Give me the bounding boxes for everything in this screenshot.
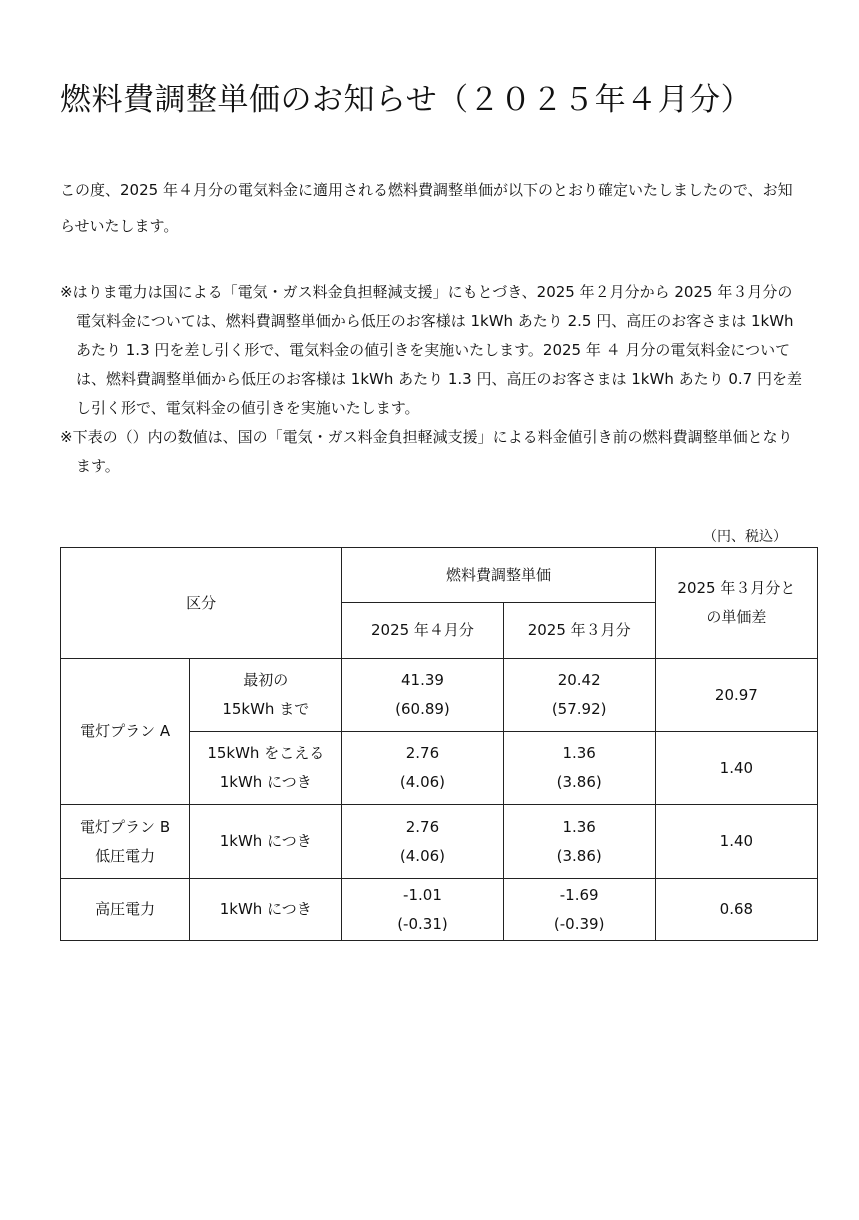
band-line1: 15kWh をこえる bbox=[207, 744, 325, 762]
april-before-discount: (-0.31) bbox=[397, 914, 448, 933]
april-value: 41.39 bbox=[400, 671, 444, 689]
note-discount-support: ※はりま電力は国による「電気・ガス料金負担軽減支援」にもとづき、2025 年２月分から 2025 年３月分の電気料金については、燃料費調整単価から低圧のお客様は 1kWh あたり 2.5 円、高圧のお客さまは 1kWh あたり 1.3 円を差し引く形で、電気料金の値引きを実施いたします。2025 年 ４ 月分の電気料金については、燃料費調整単価から低圧のお客様は 1kWh あたり 1.3 円、高圧のお客さまは 1kWh あたり 0.7 円を差し引く形で、電気料金の値引きを実施いたします。 bbox=[60, 283, 802, 417]
header-diff-line1: 2025 年３月分と bbox=[677, 579, 796, 597]
plan-cell bbox=[61, 805, 190, 879]
header-unit-price: 燃料費調整単価 bbox=[342, 548, 655, 603]
march-value-cell bbox=[503, 659, 655, 732]
diff-cell: 20.97 bbox=[655, 659, 817, 732]
march-before-discount: (57.92) bbox=[551, 700, 607, 718]
april-before-discount: (4.06) bbox=[399, 773, 446, 791]
plan-line2: 低圧電力 bbox=[95, 846, 156, 865]
table-header-row bbox=[61, 548, 818, 603]
april-before-discount: (60.89) bbox=[395, 700, 450, 718]
header-april: 2025 年４月分 bbox=[342, 603, 503, 659]
april-value: 2.76 bbox=[405, 817, 440, 836]
header-diff bbox=[655, 548, 817, 659]
march-before-discount: (3.86) bbox=[556, 846, 602, 865]
page-title: 燃料費調整単価のお知らせ（２０２５年４月分） bbox=[60, 82, 753, 118]
band-cell: 1kWh につき bbox=[190, 805, 342, 879]
notes-list bbox=[60, 278, 805, 481]
april-before-discount: (4.06) bbox=[399, 846, 446, 865]
diff-cell: 0.68 bbox=[655, 879, 817, 941]
march-value: 20.42 bbox=[557, 671, 601, 689]
april-value: -1.01 bbox=[403, 885, 442, 904]
intro-paragraph: この度、2025 年４月分の電気料金に適用される燃料費調整単価が以下のとおり確定いたしましたので、お知らせいたします。 bbox=[60, 181, 793, 235]
march-before-discount: (3.86) bbox=[556, 773, 602, 791]
march-value: 1.36 bbox=[562, 817, 596, 836]
plan-line1: 電灯プラン B bbox=[80, 817, 171, 836]
unit-note: （円、税込） bbox=[703, 529, 787, 545]
band-cell bbox=[190, 732, 342, 805]
header-march: 2025 年３月分 bbox=[503, 603, 655, 659]
band-line2: 15kWh まで bbox=[222, 700, 310, 718]
march-value: -1.69 bbox=[559, 885, 599, 904]
april-value-cell bbox=[342, 732, 503, 805]
diff-cell: 1.40 bbox=[655, 805, 817, 879]
march-value-cell bbox=[503, 805, 655, 879]
band-cell: 1kWh につき bbox=[190, 879, 342, 941]
band-line2: 1kWh につき bbox=[219, 773, 312, 791]
april-value-cell bbox=[342, 879, 503, 941]
april-value: 2.76 bbox=[405, 744, 440, 762]
band-cell bbox=[190, 659, 342, 732]
table-row bbox=[61, 879, 818, 941]
march-value-cell bbox=[503, 732, 655, 805]
header-diff-line2: の単価差 bbox=[706, 608, 767, 626]
table-row bbox=[61, 805, 818, 879]
plan-cell: 高圧電力 bbox=[61, 879, 190, 941]
diff-cell: 1.40 bbox=[655, 732, 817, 805]
april-value-cell bbox=[342, 659, 503, 732]
header-category: 区分 bbox=[61, 548, 342, 659]
plan-cell: 電灯プラン A bbox=[61, 659, 190, 805]
april-value-cell bbox=[342, 805, 503, 879]
fuel-cost-adjustment-table bbox=[60, 547, 818, 941]
march-before-discount: (-0.39) bbox=[553, 914, 605, 933]
march-value: 1.36 bbox=[562, 744, 596, 762]
band-line1: 最初の bbox=[243, 671, 289, 689]
table-row bbox=[61, 659, 818, 732]
march-value-cell bbox=[503, 879, 655, 941]
note-parentheses-explanation: ※下表の（）内の数値は、国の「電気・ガス料金負担軽減支援」による料金値引き前の燃料費調整単価となります。 bbox=[60, 428, 793, 475]
